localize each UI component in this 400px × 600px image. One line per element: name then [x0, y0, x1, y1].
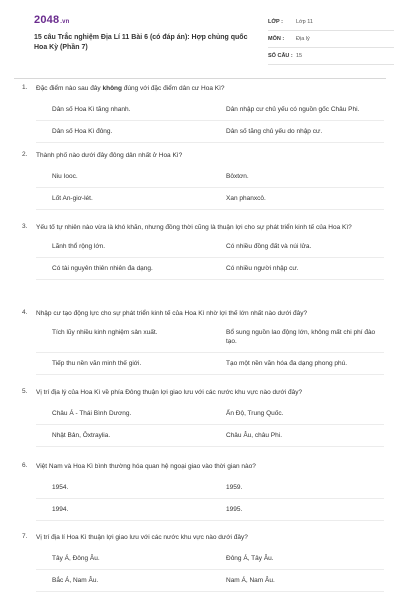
question-text-part: Việt Nam và Hoa Kì bình thường hóa quan hệ ngoại giao vào thời gian nào?: [36, 463, 256, 470]
question-text: [36, 151, 366, 160]
question-4: [14, 309, 400, 375]
answer-option[interactable]: Châu Âu, châu Phi.: [210, 425, 384, 447]
answer-option[interactable]: Bôxtơn.: [210, 166, 384, 188]
answer-option[interactable]: Đông Á, Tây Âu.: [210, 548, 384, 570]
header-divider: [14, 78, 386, 79]
question-1: [14, 84, 400, 143]
question-7: [14, 533, 400, 592]
answer-option[interactable]: Nam Á, Nam Âu.: [210, 570, 384, 592]
answer-option[interactable]: Lốt An-giơ-lét.: [36, 188, 210, 210]
question-text-part: Thành phố nào dưới đây đông dân nhất ở Hoa Kì?: [36, 152, 183, 159]
answer-option[interactable]: Dân số tăng chủ yếu do nhập cư.: [210, 121, 384, 143]
question-text: [36, 223, 366, 232]
meta-value: 15: [296, 53, 303, 59]
answer-option[interactable]: 1995.: [210, 499, 384, 521]
answer-option[interactable]: Dân số Hoa Kì đông.: [36, 121, 210, 143]
answer-options: [36, 166, 400, 210]
answer-option[interactable]: Có nhiều đồng đất và núi lửa.: [210, 236, 384, 258]
question-text-emphasis: không: [102, 85, 122, 92]
meta-row-subject: [268, 31, 394, 48]
meta-key: MÔN :: [268, 36, 285, 42]
question-number: 5.: [22, 388, 28, 395]
question-number: 1.: [22, 84, 28, 91]
logo-suffix: .vn: [60, 19, 70, 25]
answer-option[interactable]: Dân số Hoa Kì tăng nhanh.: [36, 99, 210, 121]
question-text: [36, 462, 366, 471]
answer-option[interactable]: 1959.: [210, 477, 384, 499]
answer-option[interactable]: Tiếp thu nền văn minh thế giới.: [36, 353, 210, 375]
answer-options: [36, 548, 400, 592]
question-text-part: Đặc điểm nào sau đây: [36, 85, 103, 92]
answer-option[interactable]: Tạo một nền văn hóa đa dạng phong phú.: [210, 353, 384, 375]
question-text-part: Vị trí địa lý của Hoa Kì về phía Đông thuận lợi giao lưu với các nước khu vực nào dưới đây?: [36, 389, 303, 396]
answer-option[interactable]: 1994.: [36, 499, 210, 521]
answer-options: [36, 322, 400, 375]
answer-option[interactable]: Có nhiều người nhập cư.: [210, 258, 384, 280]
meta-key: LỚP :: [268, 19, 283, 25]
meta-row-count: [268, 48, 394, 65]
answer-option[interactable]: 1954.: [36, 477, 210, 499]
answer-option[interactable]: Niu Iooc.: [36, 166, 210, 188]
answer-option[interactable]: Tích lũy nhiều kinh nghiệm sản xuất.: [36, 322, 210, 353]
logo-text: 2048: [34, 14, 60, 26]
answer-options: [36, 477, 400, 521]
answer-options: [36, 99, 400, 143]
site-logo[interactable]: [34, 14, 70, 26]
question-text: [36, 84, 366, 93]
question-text-part: đúng với đặc điểm dân cư Hoa Kì?: [121, 85, 225, 92]
answer-option[interactable]: Xan phanxcô.: [210, 188, 384, 210]
question-text-part: Yếu tố tự nhiên nào vừa là khó khăn, nhưng đồng thời cũng là thuận lợi cho sự phát triển kinh tế của Hoa Kì?: [36, 224, 352, 231]
question-text-part: Nhập cư tạo động lực cho sự phát triển kinh tế của Hoa Kì nhờ lợi thế lớn nhất nào dưới đây?: [36, 310, 308, 317]
meta-info: [268, 14, 394, 65]
document-header: [14, 0, 386, 80]
meta-key: SỐ CÂU :: [268, 53, 293, 59]
answer-option[interactable]: Có tài nguyên thiên nhiên đa dạng.: [36, 258, 210, 280]
answer-option[interactable]: Tây Á, Đông Âu.: [36, 548, 210, 570]
answer-option[interactable]: Bổ sung nguồn lao động lớn, không mất chi phí đào tạo.: [210, 322, 384, 353]
question-number: 2.: [22, 151, 28, 158]
document-title: 15 câu Trắc nghiệm Địa Lí 11 Bài 6 (có đáp án): Hợp chủng quốc Hoa Kỳ (Phần 7): [34, 34, 248, 51]
answer-options: [36, 403, 400, 447]
answer-option[interactable]: Châu Á - Thái Bình Dương.: [36, 403, 210, 425]
meta-value: Địa lý: [296, 36, 310, 42]
meta-value: Lớp 11: [296, 19, 313, 25]
answer-option[interactable]: Dân nhập cư chủ yếu có nguồn gốc Châu Phi.: [210, 99, 384, 121]
question-number: 6.: [22, 462, 28, 469]
answer-option[interactable]: Ấn Độ, Trung Quốc.: [210, 403, 384, 425]
answer-options: [36, 236, 400, 280]
question-number: 3.: [22, 223, 28, 230]
question-number: 7.: [22, 533, 28, 540]
question-6: [14, 462, 400, 521]
answer-option[interactable]: Lãnh thổ rộng lớn.: [36, 236, 210, 258]
question-number: 4.: [22, 309, 28, 316]
question-2: [14, 151, 400, 210]
answer-option[interactable]: Nhật Bản, Ôxtraylia.: [36, 425, 210, 447]
question-text: [36, 533, 366, 542]
question-text: [36, 388, 366, 397]
question-text: [36, 309, 366, 318]
answer-option[interactable]: Bắc Á, Nam Âu.: [36, 570, 210, 592]
question-5: [14, 388, 400, 447]
question-3: [14, 223, 400, 280]
meta-row-class: [268, 14, 394, 31]
question-text-part: Vị trí địa lí Hoa Kì thuận lợi giao lưu với các nước khu vực nào dưới đây?: [36, 534, 248, 541]
